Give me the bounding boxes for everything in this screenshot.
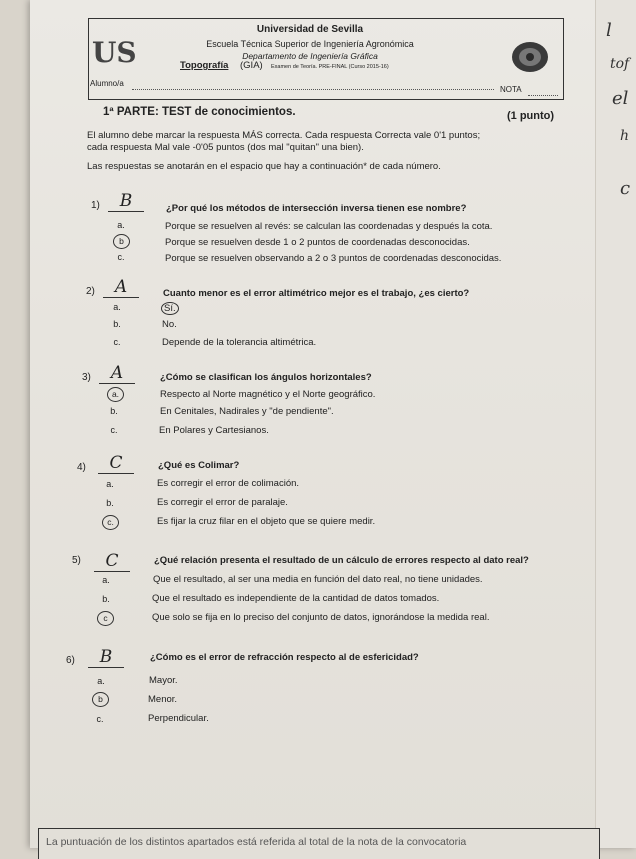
student-name-line [132, 89, 494, 90]
option-letter: a. [113, 302, 121, 312]
option-letter-selected: b [92, 692, 109, 707]
option-letter: c. [110, 425, 118, 435]
instructions-line: El alumno debe marcar la respuesta MÁS correcta. Cada respuesta Correcta vale 0'1 puntos; [87, 130, 481, 141]
question-answer: B [108, 194, 144, 212]
option-letter: b. [110, 406, 118, 416]
option-letter: a. [106, 479, 114, 489]
adjacent-page [595, 0, 636, 848]
option-text: Que el resultado, al ser una media en función del dato real, no tiene unidades. [153, 574, 483, 585]
option-letter: a. [102, 575, 110, 585]
option-text: No. [162, 319, 177, 330]
option-letter-selected: a. [107, 387, 124, 402]
grade-label: NOTA [500, 85, 522, 94]
grade-line [528, 95, 558, 96]
option-text: Es corregir el error de paralaje. [157, 497, 288, 508]
question-number: 6) [66, 655, 75, 666]
university-logo: US [92, 36, 137, 69]
option-letter: b. [102, 594, 110, 604]
question-answer: A [103, 280, 139, 298]
option-text: Depende de la tolerancia altimétrica. [162, 337, 317, 348]
option-letter: c. [96, 714, 104, 724]
option-letter: a. [97, 676, 105, 686]
question-answer: C [98, 456, 134, 474]
option-text: Porque se resuelven desde 1 o 2 puntos de coordenadas desconocidas. [165, 237, 470, 248]
option-letter-selected: c [97, 611, 114, 626]
department-name: Departamento de Ingeniería Gráfica [242, 51, 378, 61]
option-text: Que solo se fija en lo preciso del conjunto de datos, ignorándose la medida real. [152, 612, 490, 623]
option-text: Porque se resuelven observando a 2 o 3 puntos de coordenadas desconocidas. [165, 253, 502, 264]
option-text: Que el resultado es independiente de la cantidad de datos tomados. [152, 593, 440, 604]
question-text: ¿Qué es Colimar? [158, 460, 240, 471]
option-text-selected: Sí. [161, 302, 179, 315]
option-letter: a. [117, 220, 125, 230]
question-number: 3) [82, 372, 91, 383]
option-text: Mayor. [149, 675, 178, 686]
question-answer: C [94, 554, 130, 572]
margin-note: l [606, 20, 612, 41]
exam-paper [30, 0, 636, 848]
question-text: ¿Qué relación presenta el resultado de un cálculo de errores respecto al dato real? [154, 555, 529, 566]
option-text: En Polares y Cartesianos. [159, 425, 269, 436]
option-letter-selected: b [113, 234, 130, 249]
option-text: Perpendicular. [148, 713, 209, 724]
question-number: 1) [91, 200, 100, 211]
question-text: ¿Por qué los métodos de intersección inversa tienen ese nombre? [166, 203, 467, 214]
part-points: (1 punto) [507, 110, 555, 122]
question-answer: A [99, 366, 135, 384]
question-text: Cuanto menor es el error altimétrico mejor es el trabajo, ¿es cierto? [163, 288, 470, 299]
university-name: Universidad de Sevilla [256, 24, 364, 35]
option-letter: c. [113, 337, 121, 347]
instructions-line: cada respuesta Mal vale -0'05 puntos (dos mal "quitan" una bien). [87, 142, 364, 153]
margin-note: h [620, 128, 630, 144]
footer-note: La puntuación de los distintos apartados está referida al total de la nota de la convocatoria [46, 836, 467, 848]
degree-code: (GIA) [240, 60, 263, 71]
school-name: Escuela Técnica Superior de Ingeniería Agronómica [206, 39, 414, 49]
question-number: 5) [72, 555, 81, 566]
option-text: Es corregir el error de colimación. [157, 478, 300, 489]
option-letter: b. [106, 498, 114, 508]
question-number: 4) [77, 462, 86, 473]
option-text: En Cenitales, Nadirales y "de pendiente". [160, 406, 334, 417]
question-number: 2) [86, 286, 95, 297]
option-letter: c. [117, 252, 125, 262]
margin-note: tof [610, 56, 630, 72]
option-text: Porque se resuelven al revés: se calculan las coordenadas y después la cota. [165, 221, 493, 232]
margin-note: el [612, 88, 629, 109]
subject-name: Topografía [180, 60, 229, 71]
instructions-line: Las respuestas se anotarán en el espacio que hay a continuación* de cada número. [87, 161, 441, 172]
crest-icon [510, 40, 550, 74]
option-text: Menor. [148, 694, 178, 705]
margin-note: c [620, 178, 631, 199]
option-text: Es fijar la cruz filar en el objeto que se quiere medir. [157, 516, 376, 527]
question-answer: B [88, 650, 124, 668]
part-title: 1ª PARTE: TEST de conocimientos. [103, 106, 296, 118]
exam-title: Examen de Teoría. PRE-FINAL (Curso 2015-16) [271, 64, 389, 70]
question-text: ¿Cómo es el error de refracción respecto al de esfericidad? [150, 652, 419, 663]
question-text: ¿Cómo se clasifican los ángulos horizontales? [160, 372, 372, 383]
student-label: Alumno/a [90, 79, 124, 88]
option-letter-selected: c. [102, 515, 119, 530]
option-letter: b. [113, 319, 121, 329]
option-text: Respecto al Norte magnético y el Norte geográfico. [160, 389, 376, 400]
